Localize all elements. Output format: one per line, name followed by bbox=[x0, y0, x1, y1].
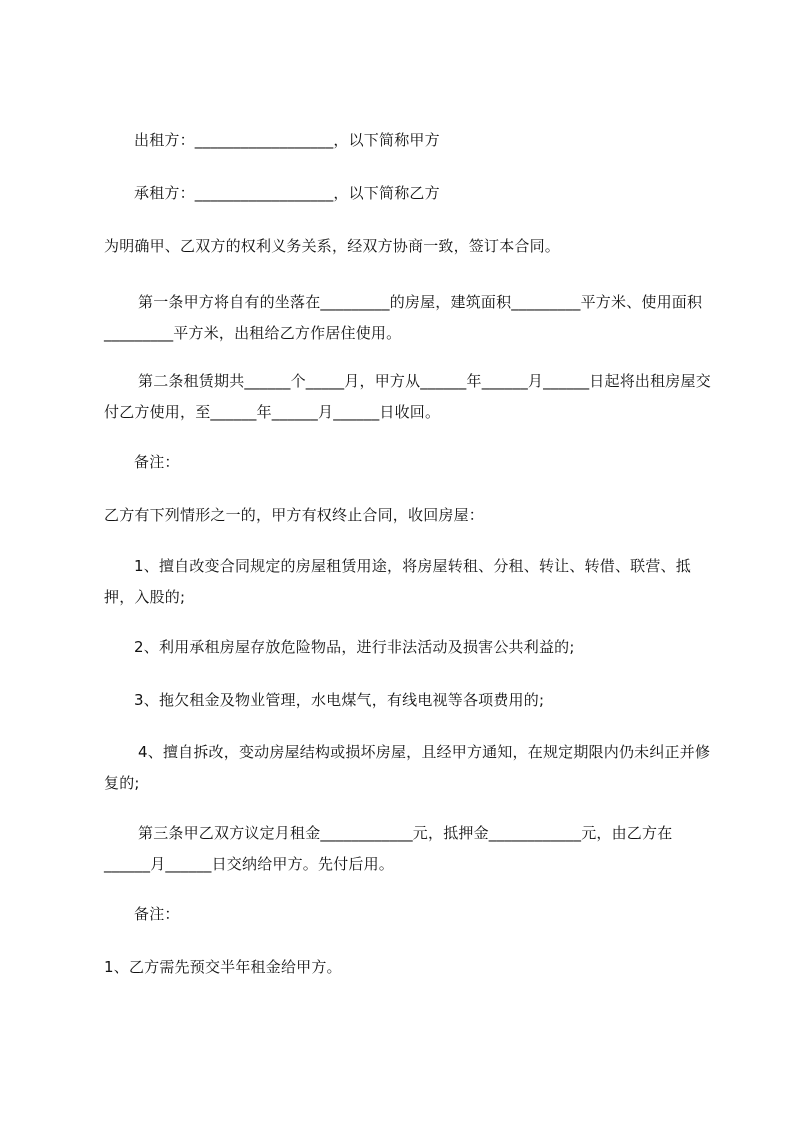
termination-item-2: 2、利用承租房屋存放危险物品，进行非法活动及损害公共利益的; bbox=[134, 638, 575, 656]
termination-item-3: 3、拖欠租金及物业管理，水电煤气，有线电视等各项费用的; bbox=[134, 691, 545, 709]
article-1: 第一条甲方将自有的坐落在_________的房屋，建筑面积_________平方米、使用面积_________平方米，出租给乙方作居住使用。 bbox=[104, 293, 703, 342]
termination-intro: 乙方有下列情形之一的，甲方有权终止合同，收回房屋： bbox=[104, 506, 485, 524]
preamble: 为明确甲、乙双方的权利义务关系，经双方协商一致，签订本合同。 bbox=[104, 237, 561, 255]
article-2: 第二条租赁期共______个_____月，甲方从______年______月______日起将出租房屋交付乙方使用，至______年______月______日收回。 bbox=[104, 372, 711, 421]
article-3: 第三条甲乙双方议定月租金____________元，抵押金____________元，由乙方在______月______日交纳给甲方。先付后用。 bbox=[104, 824, 673, 873]
note-1-label: 备注： bbox=[134, 453, 180, 471]
lessor-line: 出租方：__________________，以下简称甲方 bbox=[134, 131, 440, 149]
termination-item-4: 4、擅自拆改，变动房屋结构或损坏房屋，且经甲方通知，在规定期限内仍未纠正并修复的; bbox=[104, 743, 711, 792]
lessee-line: 承租方：__________________，以下简称乙方 bbox=[134, 184, 440, 202]
note-2-item-1: 1、乙方需先预交半年租金给甲方。 bbox=[104, 958, 342, 976]
termination-item-1: 1、擅自改变合同规定的房屋租赁用途，将房屋转租、分租、转让、转借、联营、抵押，入股的; bbox=[104, 557, 691, 606]
note-2-label: 备注： bbox=[134, 905, 180, 923]
